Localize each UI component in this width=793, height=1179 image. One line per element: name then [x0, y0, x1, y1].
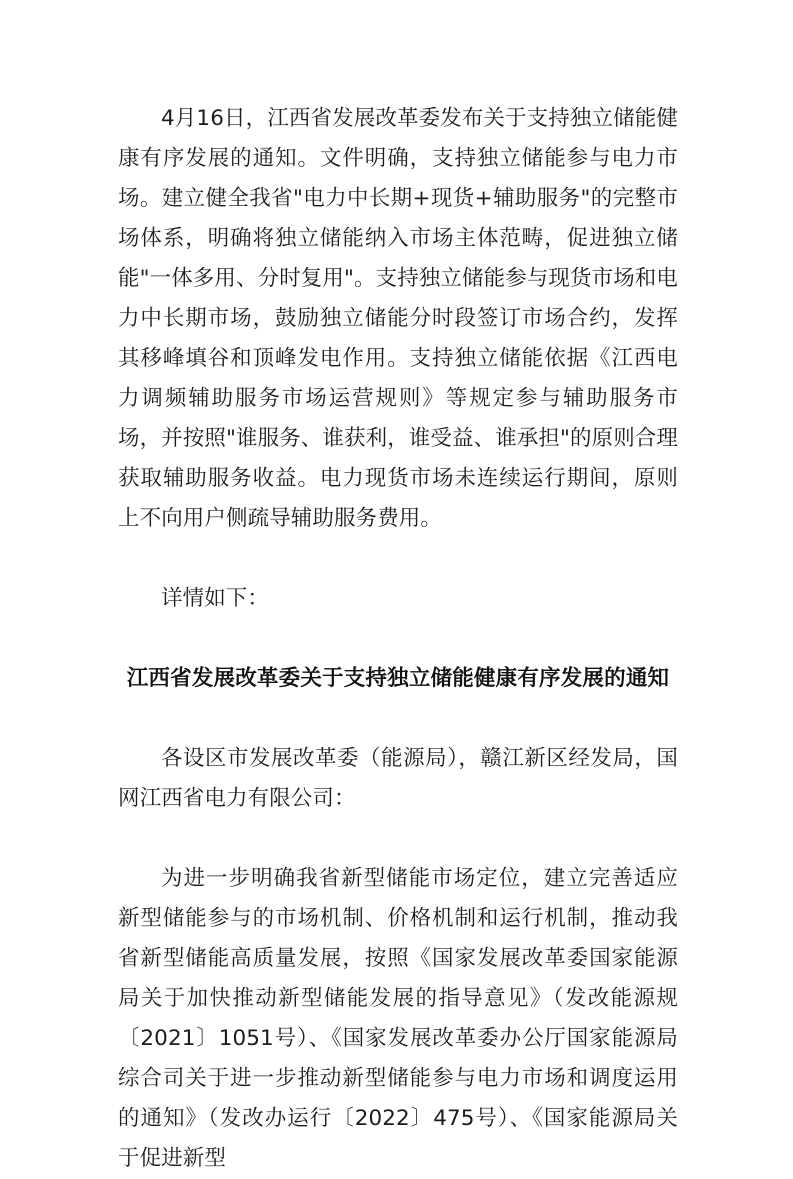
paragraph-spacer	[118, 539, 678, 579]
body-paragraph: 为进一步明确我省新型储能市场定位，建立完善适应新型储能参与的市场机制、价格机制和运行机制，推动我省新型储能高质量发展，按照《国家发展改革委国家能源局关于加快推动新型储能发展的指导意见》（发改能源规〔2021〕1051号）、《国家发展改革委办公厅国家能源局综合司关于进一步推动新型储能参与电力市场和调度运用的通知》（发改办运行〔2022〕475号）、《国家能源局关于促进新型	[118, 866, 678, 1171]
notice-title: 江西省发展改革委关于支持独立储能健康有序发展的通知	[126, 666, 670, 691]
paragraph-spacer	[118, 619, 678, 659]
paragraph-spacer	[118, 699, 678, 739]
document-text-column	[118, 99, 678, 1179]
lead-paragraph: 4月16日，江西省发展改革委发布关于支持独立储能健康有序发展的通知。文件明确，支持独立储能参与电力市场。建立健全我省"电力中长期+现货+辅助服务"的完整市场体系，明确将独立储能纳入市场主体范畴，促进独立储能"一体多用、分时复用"。支持独立储能参与现货市场和电力中长期市场，鼓励独立储能分时段签订市场合约，发挥其移峰填谷和顶峰发电作用。支持独立储能依据《江西电力调频辅助服务市场运营规则》等规定参与辅助服务市场，并按照"谁服务、谁获利，谁受益、谁承担"的原则合理获取辅助服务收益。电力现货市场未连续运行期间，原则上不向用户侧疏导辅助服务费用。	[118, 106, 678, 531]
addressee-paragraph: 各设区市发展改革委（能源局），赣江新区经发局，国网江西省电力有限公司：	[118, 746, 678, 811]
paragraph-spacer	[118, 819, 678, 859]
details-lead-paragraph: 详情如下：	[161, 586, 270, 611]
